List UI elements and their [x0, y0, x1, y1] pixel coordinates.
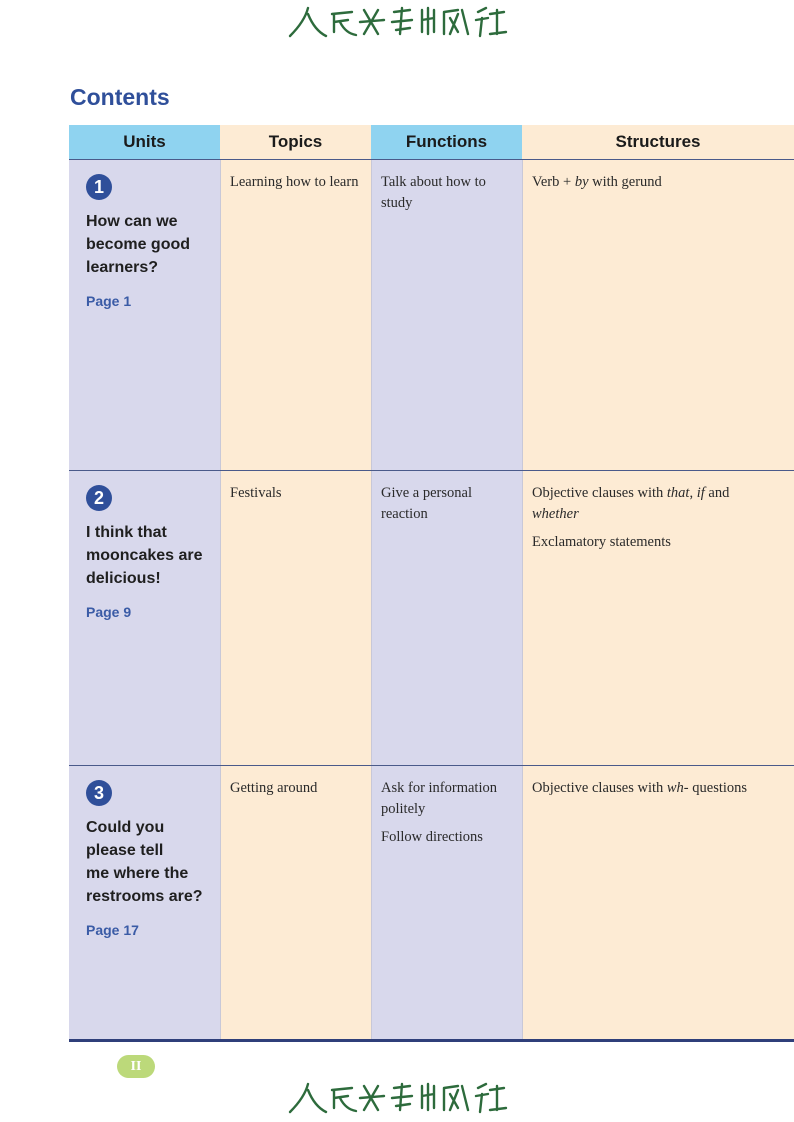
unit-cell[interactable] — [69, 471, 220, 765]
table-row-unit-3 — [69, 766, 794, 1042]
contents-table — [69, 125, 794, 1042]
function-item: Follow directions — [381, 829, 483, 845]
function-item: Talk about how to study — [381, 174, 486, 211]
topic-cell — [220, 160, 371, 470]
header-structures: Structures — [522, 125, 794, 159]
topic-text: Festivals — [230, 485, 282, 501]
header-units: Units — [69, 125, 220, 159]
unit-number-badge: 1 — [86, 174, 112, 200]
unit-title: I think that mooncakes are delicious! — [86, 524, 203, 587]
publisher-watermark-bottom — [0, 1080, 794, 1116]
unit-title: How can we become good learners? — [86, 213, 191, 276]
calligraphy-logo-icon — [282, 1080, 512, 1116]
table-header-row — [69, 125, 794, 159]
page-title: Contents — [70, 84, 170, 110]
table-row-unit-2 — [69, 471, 794, 766]
unit-cell[interactable] — [69, 766, 220, 1039]
unit-cell[interactable] — [69, 160, 220, 470]
header-topics: Topics — [220, 125, 371, 159]
unit-number-badge: 3 — [86, 780, 112, 806]
structures-cell — [522, 766, 794, 1039]
functions-cell — [371, 766, 522, 1039]
structure-item: Exclamatory statements — [532, 534, 671, 550]
function-item: Give a personal reaction — [381, 485, 472, 522]
structures-cell — [522, 160, 794, 470]
topic-text: Getting around — [230, 780, 318, 796]
unit-page-link[interactable]: Page 17 — [86, 922, 139, 938]
unit-title: Could you please tell me where the restrooms are? — [86, 819, 203, 905]
structure-item: Objective clauses with that, if and whether — [532, 485, 730, 522]
unit-number-badge: 2 — [86, 485, 112, 511]
topic-cell — [220, 766, 371, 1039]
structures-cell — [522, 471, 794, 765]
structure-item: Objective clauses with wh- questions — [532, 780, 748, 796]
unit-page-link[interactable]: Page 9 — [86, 604, 132, 620]
topic-text: Learning how to learn — [230, 174, 359, 190]
publisher-watermark-top — [0, 4, 794, 40]
page-number-badge: II — [117, 1055, 155, 1078]
functions-cell — [371, 160, 522, 470]
table-row-unit-1 — [69, 160, 794, 471]
topic-cell — [220, 471, 371, 765]
unit-page-link[interactable]: Page 1 — [86, 293, 132, 309]
function-item: Ask for information politely — [381, 780, 497, 817]
header-functions: Functions — [371, 125, 522, 159]
calligraphy-logo-icon — [282, 4, 512, 40]
structure-item: Verb + by with gerund — [532, 174, 662, 190]
functions-cell — [371, 471, 522, 765]
